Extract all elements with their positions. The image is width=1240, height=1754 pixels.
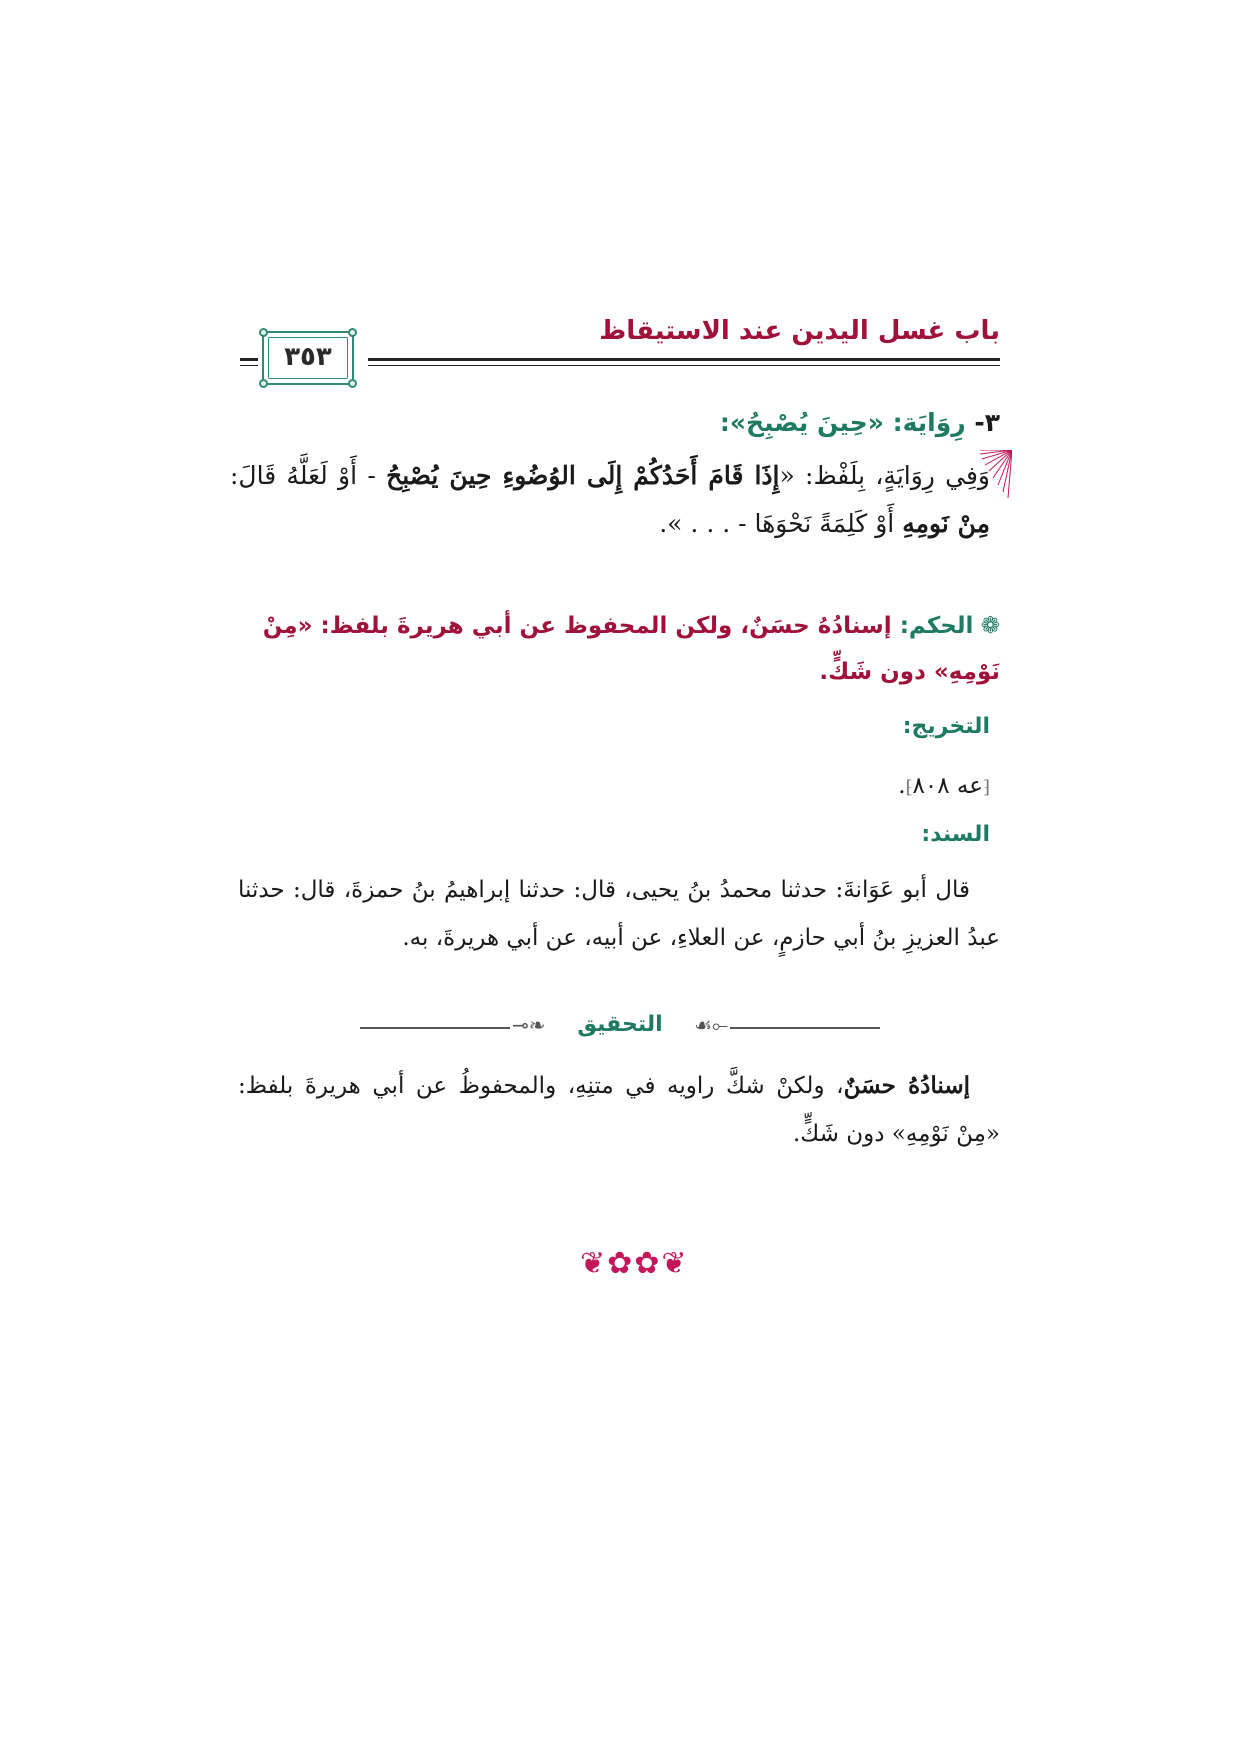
end-ornament-icon: ❦✿✿❦ (580, 1246, 689, 1281)
ruling-label: الحكم: (899, 613, 974, 639)
takhrij-reference: ⁅عه ٨٠٨⁆. (898, 773, 990, 799)
sanad-text: قال أبو عَوَانةَ: حدثنا محمدُ بنُ يحيى، قال: حدثنا إبراهيمُ بنُ حمزةَ، قال: حدثنا عبدُ العزيزِ بنُ أبي حازمٍ، عن العلاءِ، عن أبيه، عن أبي هريرةَ، به. (238, 877, 1000, 951)
takhrij-heading: التخريج: (902, 714, 990, 739)
tahqiq-divider (360, 1012, 880, 1042)
quote-bold-2: مِنْ نَومِهِ (902, 509, 990, 538)
flower-ornament-icon: ❁ (973, 613, 1000, 639)
section-title: رِوَايَة: «حِينَ يُصْبِحُ»: (719, 408, 966, 437)
divider-ornament-icon: ⊸❧ (512, 1013, 546, 1037)
page-number-frame (262, 331, 354, 385)
header-rule-left (240, 358, 258, 368)
quote-bold-1: إِذَا قَامَ أَحَدُكُمْ إِلَى الوُضُوءِ حِينَ يُصْبِحُ (386, 461, 780, 490)
page-number: ٣٥٣ (284, 342, 332, 372)
chapter-title: باب غسل اليدين عند الاستيقاظ (599, 316, 1000, 346)
divider-ornament-icon: ☙⟜ (694, 1013, 728, 1037)
ruling-text: إسنادُهُ حسَنٌ، ولكن المحفوظ عن أبي هريرةَ بلفظ: «مِنْ نَوْمِهِ» دون شَكٍّ. (262, 613, 1000, 685)
ruling (238, 603, 1000, 695)
tahqiq-text: إسنادُهُ حسَنٌ، ولكنْ شكَّ راويه في متنِهِ، والمحفوظُ عن أبي هريرةَ بلفظ: «مِنْ نَوْمِهِ» دون شَكٍّ. (238, 1072, 1000, 1147)
tahqiq-bold: إسنادُهُ حسَنٌ (843, 1072, 970, 1099)
section-number: ٣- (974, 408, 1000, 437)
hadith-quote: وَفِي رِوَايَةٍ، بِلَفْظ: «إِذَا قَامَ أَحَدُكُمْ إِلَى الوُضُوءِ حِينَ يُصْبِحُ - أَوْ لَعَلَّهُ قَالَ: مِنْ نَومِهِ أَوْ كَلِمَةً نَحْوَهَا - . . . ». (230, 461, 991, 538)
sanad-heading: السند: (921, 822, 990, 847)
tahqiq-heading: التحقيق (577, 1012, 663, 1037)
section-heading (720, 408, 1000, 437)
header-rule (368, 358, 1000, 368)
